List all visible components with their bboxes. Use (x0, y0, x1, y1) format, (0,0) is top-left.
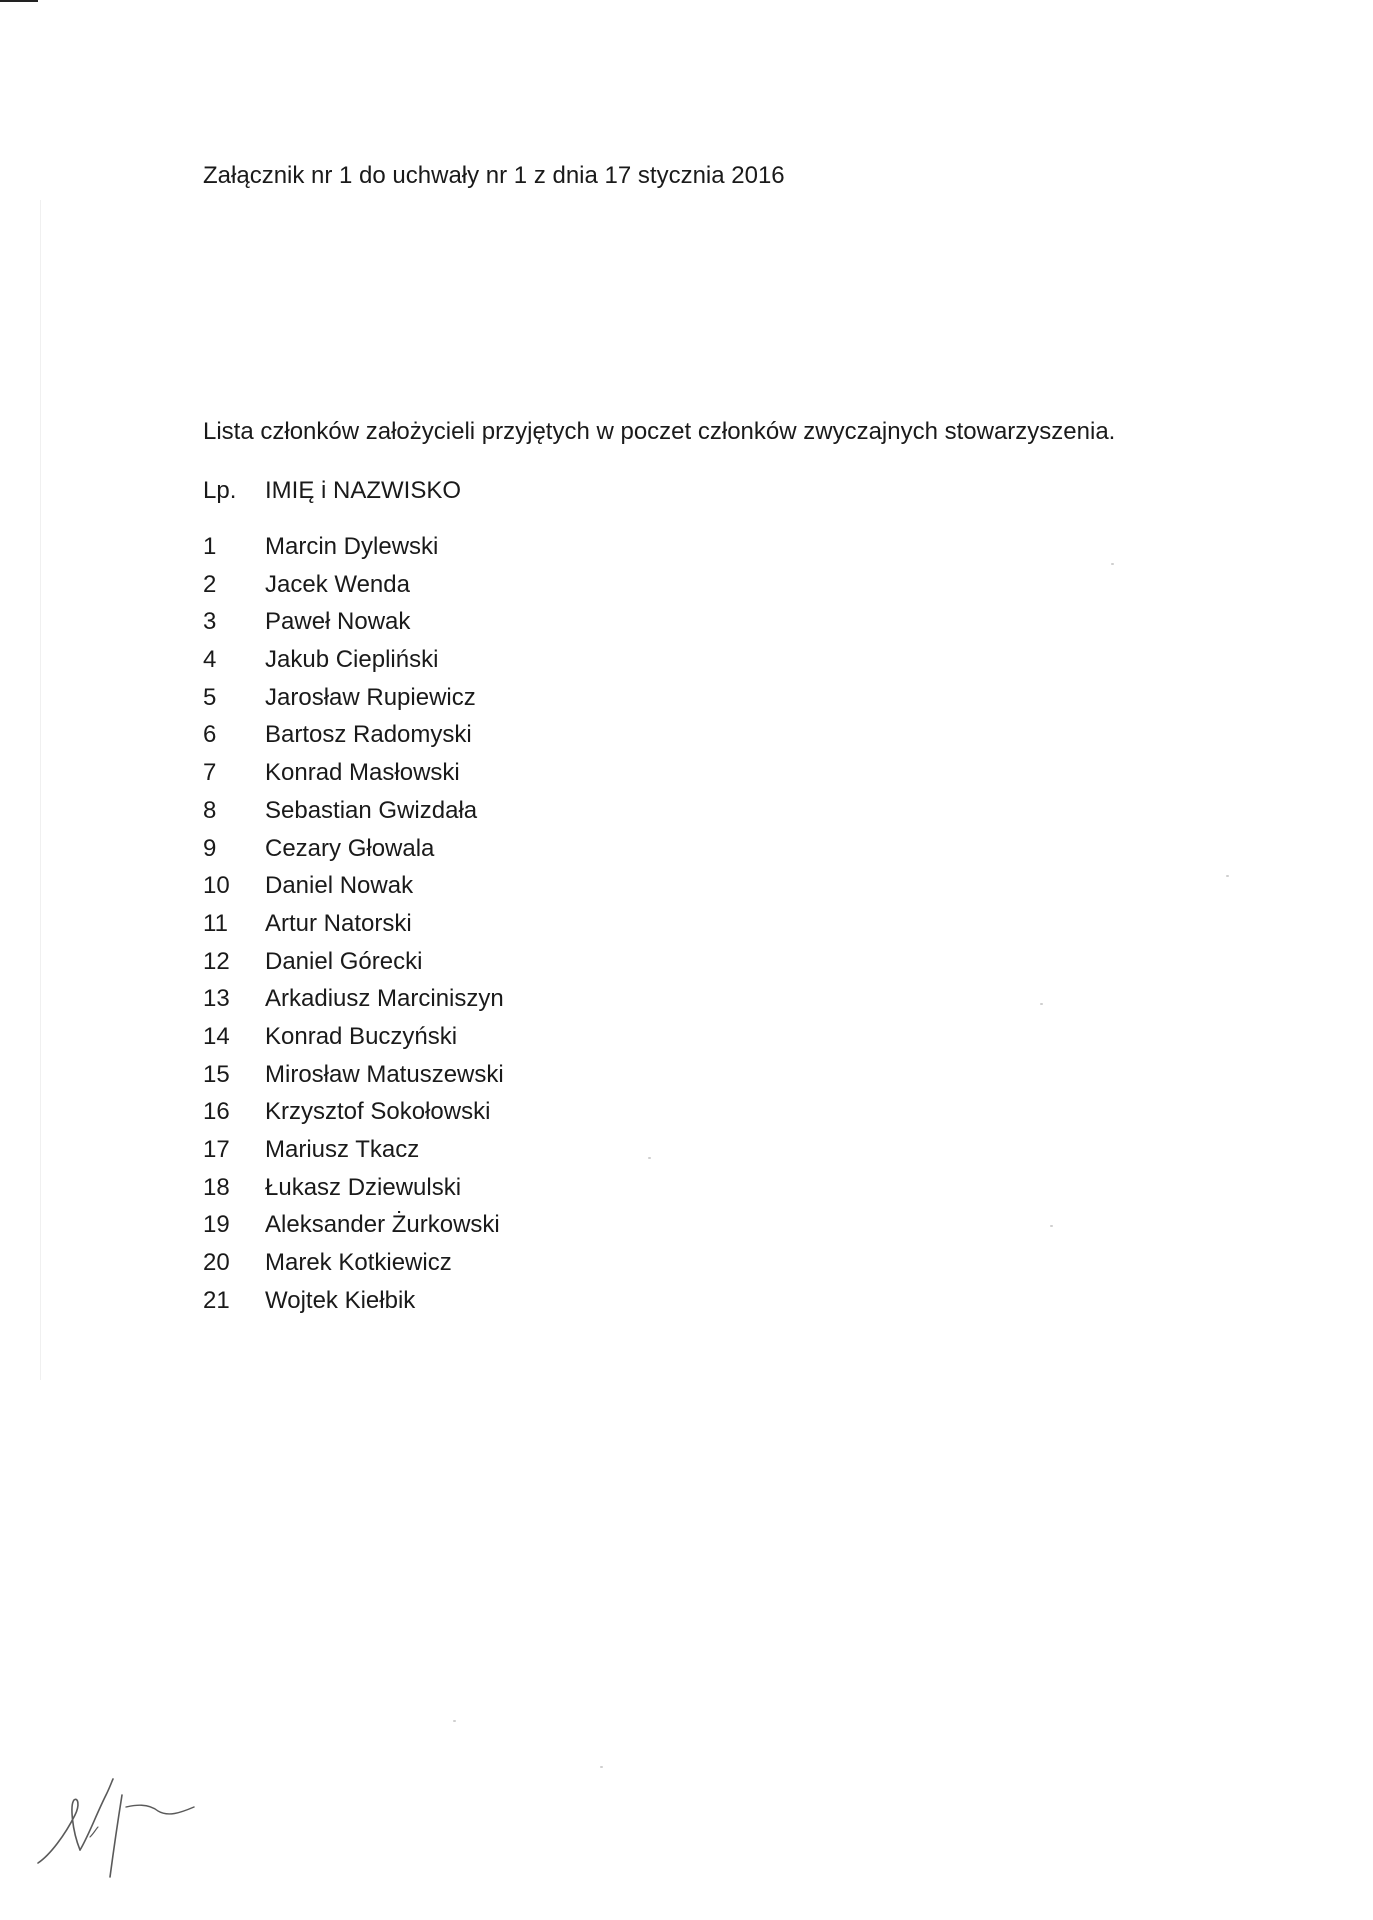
member-name: Aleksander Żurkowski (265, 1211, 500, 1239)
member-name: Wojtek Kiełbik (265, 1286, 416, 1314)
scan-speck (600, 1766, 603, 1768)
member-name: Daniel Nowak (265, 872, 414, 900)
member-name: Mirosław Matuszewski (265, 1060, 504, 1088)
member-number: 20 (203, 1249, 230, 1277)
member-name: Cezary Głowala (265, 834, 435, 862)
member-name: Jarosław Rupiewicz (265, 683, 476, 711)
column-header-number: Lp. (203, 477, 237, 504)
scan-speck (1040, 1003, 1043, 1005)
member-row (203, 758, 504, 796)
member-number: 16 (203, 1098, 230, 1126)
member-number: 6 (203, 721, 217, 749)
member-number: 11 (203, 909, 228, 937)
member-row (203, 645, 504, 683)
member-number: 10 (203, 872, 230, 900)
member-name: Mariusz Tkacz (265, 1136, 420, 1163)
member-row (203, 532, 504, 570)
scan-shadow-line (40, 200, 41, 1380)
member-number: 18 (203, 1173, 230, 1201)
member-name: Bartosz Radomyski (265, 721, 472, 749)
member-row (203, 796, 504, 834)
member-name: Artur Natorski (265, 909, 412, 937)
member-number: 9 (203, 834, 217, 862)
member-row (203, 1286, 504, 1324)
scan-edge-mark (0, 0, 38, 2)
member-row (203, 1135, 504, 1173)
member-number: 5 (203, 683, 217, 711)
member-number: 12 (203, 947, 230, 975)
member-name: Krzysztof Sokołowski (265, 1098, 491, 1126)
member-row (203, 607, 504, 645)
member-number: 13 (203, 985, 230, 1013)
scan-speck (1050, 1225, 1053, 1227)
member-name: Marek Kotkiewicz (265, 1249, 452, 1277)
member-name: Konrad Masłowski (265, 759, 460, 787)
member-name: Jakub Ciepliński (265, 646, 439, 674)
member-number: 19 (203, 1211, 230, 1239)
member-number: 14 (203, 1022, 230, 1050)
member-name: Arkadiusz Marciniszyn (265, 985, 504, 1013)
member-name: Jacek Wenda (265, 570, 410, 598)
document-header: Załącznik nr 1 do uchwały nr 1 z dnia 17 stycznia 2016 (203, 162, 785, 189)
member-name: Sebastian Gwizdała (265, 796, 478, 824)
member-number: 15 (203, 1060, 230, 1088)
scan-speck (1226, 875, 1229, 877)
scan-speck (453, 1720, 456, 1722)
member-row (203, 1210, 504, 1248)
members-list (203, 532, 504, 1323)
member-name: Marcin Dylewski (265, 533, 439, 560)
member-number: 17 (203, 1136, 230, 1163)
member-row (203, 1173, 504, 1211)
member-row (203, 1248, 504, 1286)
member-row (203, 1022, 504, 1060)
member-row (203, 720, 504, 758)
scan-speck (1111, 563, 1114, 565)
member-row (203, 1097, 504, 1135)
member-row (203, 984, 504, 1022)
document-intro: Lista członków założycieli przyjętych w poczet członków zwyczajnych stowarzyszenia. (203, 418, 1116, 445)
members-table-header (203, 477, 461, 505)
member-number: 4 (203, 646, 217, 674)
member-row (203, 683, 504, 721)
member-row (203, 871, 504, 909)
column-header-name: IMIĘ i NAZWISKO (265, 477, 462, 504)
member-number: 1 (203, 533, 217, 560)
scan-speck (648, 1157, 651, 1159)
member-name: Konrad Buczyński (265, 1022, 458, 1050)
member-row (203, 570, 504, 608)
member-row (203, 947, 504, 985)
member-row (203, 834, 504, 872)
member-name: Łukasz Dziewulski (265, 1173, 462, 1201)
member-number: 2 (203, 570, 217, 598)
member-name: Paweł Nowak (265, 608, 411, 636)
member-number: 7 (203, 759, 217, 787)
member-row (203, 909, 504, 947)
member-name: Daniel Górecki (265, 947, 423, 975)
member-row (203, 1060, 504, 1098)
member-number: 8 (203, 796, 217, 824)
member-number: 3 (203, 608, 217, 636)
member-number: 21 (203, 1286, 230, 1314)
handwritten-signature (30, 1775, 200, 1880)
